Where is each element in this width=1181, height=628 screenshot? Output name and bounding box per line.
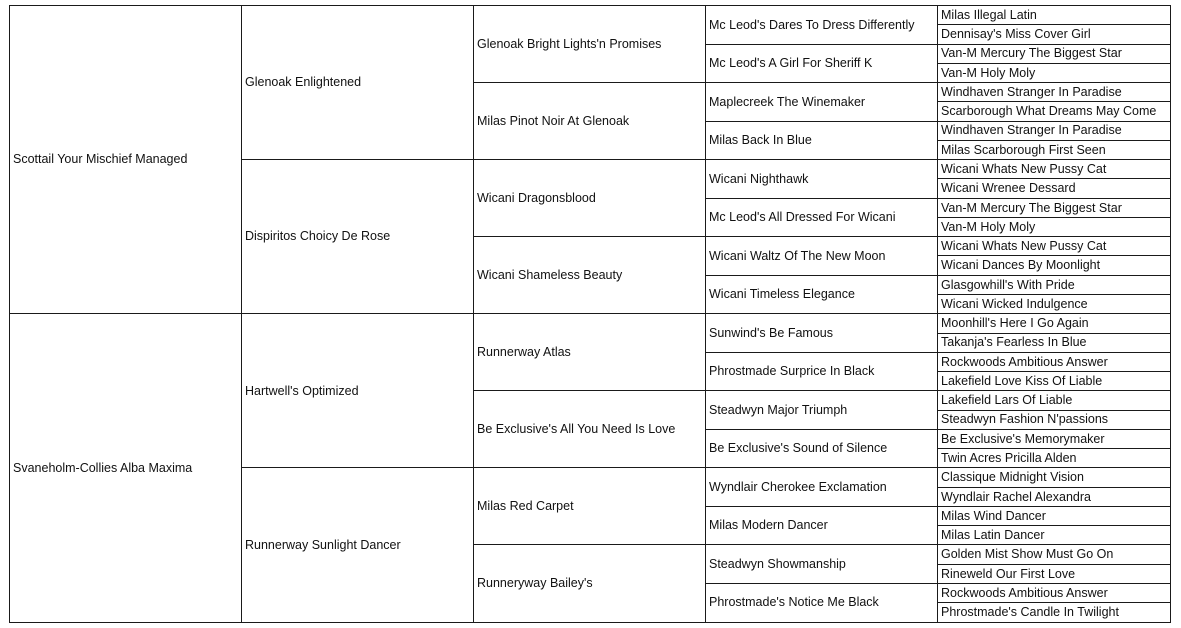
generation-5-cell: Van-M Holy Moly xyxy=(938,217,1171,236)
generation-4-cell: Wicani Waltz Of The New Moon xyxy=(706,237,938,276)
generation-5-cell: Wicani Wrenee Dessard xyxy=(938,179,1171,198)
generation-3-cell: Wicani Dragonsblood xyxy=(474,160,706,237)
generation-1-cell: Svaneholm-Collies Alba Maxima xyxy=(10,314,242,622)
pedigree-row xyxy=(10,314,1171,333)
generation-5-cell: Golden Mist Show Must Go On xyxy=(938,545,1171,564)
generation-5-cell: Milas Latin Dancer xyxy=(938,526,1171,545)
generation-5-cell: Dennisay's Miss Cover Girl xyxy=(938,25,1171,44)
generation-5-cell: Milas Illegal Latin xyxy=(938,6,1171,25)
generation-4-cell: Wicani Nighthawk xyxy=(706,160,938,199)
generation-5-cell: Takanja's Fearless In Blue xyxy=(938,333,1171,352)
generation-5-cell: Van-M Mercury The Biggest Star xyxy=(938,198,1171,217)
generation-4-cell: Steadwyn Major Triumph xyxy=(706,391,938,430)
generation-4-cell: Mc Leod's Dares To Dress Differently xyxy=(706,6,938,45)
generation-4-cell: Mc Leod's A Girl For Sheriff K xyxy=(706,44,938,83)
generation-5-cell: Wicani Dances By Moonlight xyxy=(938,256,1171,275)
generation-5-cell: Lakefield Lars Of Liable xyxy=(938,391,1171,410)
generation-5-cell: Classique Midnight Vision xyxy=(938,468,1171,487)
generation-3-cell: Glenoak Bright Lights'n Promises xyxy=(474,6,706,83)
generation-4-cell: Milas Back In Blue xyxy=(706,121,938,160)
generation-5-cell: Scarborough What Dreams May Come xyxy=(938,102,1171,121)
generation-5-cell: Milas Wind Dancer xyxy=(938,506,1171,525)
generation-5-cell: Van-M Mercury The Biggest Star xyxy=(938,44,1171,63)
generation-5-cell: Lakefield Love Kiss Of Liable xyxy=(938,372,1171,391)
generation-5-cell: Milas Scarborough First Seen xyxy=(938,140,1171,159)
generation-3-cell: Milas Red Carpet xyxy=(474,468,706,545)
generation-1-cell: Scottail Your Mischief Managed xyxy=(10,6,242,314)
generation-5-cell: Phrostmade's Candle In Twilight xyxy=(938,603,1171,622)
generation-3-cell: Wicani Shameless Beauty xyxy=(474,237,706,314)
generation-4-cell: Wicani Timeless Elegance xyxy=(706,275,938,314)
generation-4-cell: Steadwyn Showmanship xyxy=(706,545,938,584)
generation-2-cell: Runnerway Sunlight Dancer xyxy=(242,468,474,622)
generation-3-cell: Runnerway Atlas xyxy=(474,314,706,391)
generation-5-cell: Rineweld Our First Love xyxy=(938,564,1171,583)
generation-4-cell: Wyndlair Cherokee Exclamation xyxy=(706,468,938,507)
generation-4-cell: Maplecreek The Winemaker xyxy=(706,83,938,122)
generation-5-cell: Rockwoods Ambitious Answer xyxy=(938,352,1171,371)
generation-5-cell: Wyndlair Rachel Alexandra xyxy=(938,487,1171,506)
generation-5-cell: Wicani Whats New Pussy Cat xyxy=(938,160,1171,179)
generation-5-cell: Moonhill's Here I Go Again xyxy=(938,314,1171,333)
generation-5-cell: Be Exclusive's Memorymaker xyxy=(938,429,1171,448)
generation-4-cell: Phrostmade Surprice In Black xyxy=(706,352,938,391)
pedigree-table xyxy=(9,5,1171,623)
generation-5-cell: Twin Acres Pricilla Alden xyxy=(938,449,1171,468)
generation-5-cell: Van-M Holy Moly xyxy=(938,63,1171,82)
generation-2-cell: Dispiritos Choicy De Rose xyxy=(242,160,474,314)
generation-5-cell: Steadwyn Fashion N'passions xyxy=(938,410,1171,429)
generation-4-cell: Milas Modern Dancer xyxy=(706,506,938,545)
generation-5-cell: Wicani Wicked Indulgence xyxy=(938,294,1171,313)
generation-3-cell: Milas Pinot Noir At Glenoak xyxy=(474,83,706,160)
generation-4-cell: Sunwind's Be Famous xyxy=(706,314,938,353)
generation-4-cell: Mc Leod's All Dressed For Wicani xyxy=(706,198,938,237)
generation-2-cell: Glenoak Enlightened xyxy=(242,6,474,160)
generation-3-cell: Runneryway Bailey's xyxy=(474,545,706,622)
generation-5-cell: Windhaven Stranger In Paradise xyxy=(938,83,1171,102)
pedigree-chart xyxy=(9,5,1170,622)
generation-5-cell: Wicani Whats New Pussy Cat xyxy=(938,237,1171,256)
generation-5-cell: Rockwoods Ambitious Answer xyxy=(938,583,1171,602)
generation-5-cell: Glasgowhill's With Pride xyxy=(938,275,1171,294)
generation-4-cell: Be Exclusive's Sound of Silence xyxy=(706,429,938,468)
generation-4-cell: Phrostmade's Notice Me Black xyxy=(706,583,938,622)
generation-5-cell: Windhaven Stranger In Paradise xyxy=(938,121,1171,140)
pedigree-body xyxy=(10,6,1171,623)
generation-3-cell: Be Exclusive's All You Need Is Love xyxy=(474,391,706,468)
pedigree-row xyxy=(10,6,1171,25)
generation-2-cell: Hartwell's Optimized xyxy=(242,314,474,468)
